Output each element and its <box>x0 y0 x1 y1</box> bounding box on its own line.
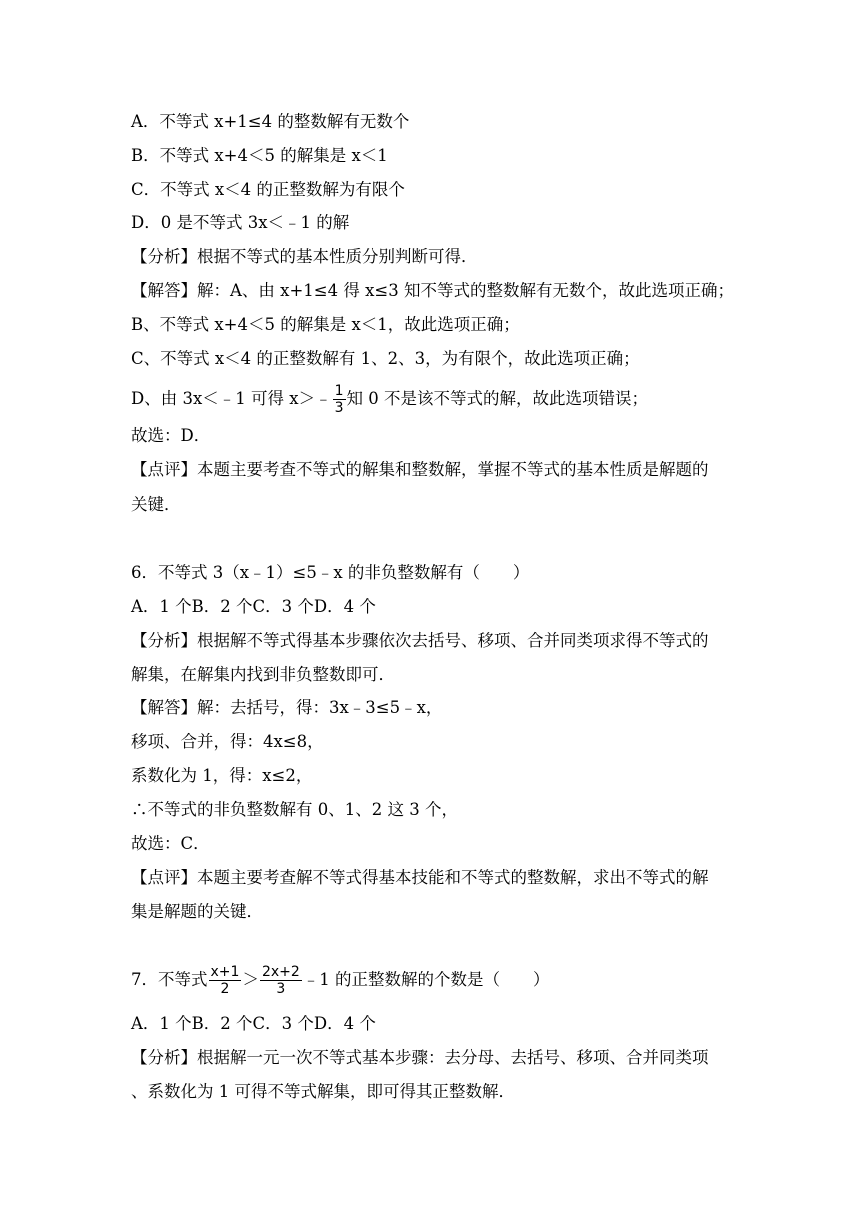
comment-text: 集是解题的关键． <box>131 902 263 921</box>
answer-line: ∴不等式的非负整数解有 0、1、2 这 3 个， <box>131 800 458 819</box>
analysis-text: 、系数化为 1 可得不等式解集，即可得其正整数解． <box>131 1082 515 1101</box>
question-7-stem <box>131 964 550 997</box>
answer-text: D、由 3x＜﹣1 可得 x＞﹣ <box>131 389 332 408</box>
answer-line: B、不等式 x+4＜5 的解集是 x＜1，故此选项正确； <box>131 315 520 334</box>
fraction-left <box>209 964 242 997</box>
answer-line-with-fraction <box>131 383 648 416</box>
analysis-text: 【分析】根据解一元一次不等式基本步骤：去分母、去括号、移项、合并同类项 <box>131 1048 709 1067</box>
answer-line: 移项、合并，得：4x≤8， <box>131 732 324 751</box>
answer-line: 【解答】解：去括号，得：3x﹣3≤5﹣x， <box>131 698 443 717</box>
greater-than-sign: ＞ <box>242 970 259 989</box>
question-6-options: A．1 个B．2 个C．3 个D．4 个 <box>131 597 376 616</box>
answer-line: 系数化为 1，得：x≤2， <box>131 766 313 785</box>
comment-text: 关键． <box>131 495 181 514</box>
question-6-stem: 6．不等式 3（x﹣1）≤5﹣x 的非负整数解有（ ） <box>131 563 530 582</box>
comment-text: 【点评】本题主要考查解不等式得基本技能和不等式的整数解，求出不等式的解 <box>131 868 709 887</box>
fraction-right <box>260 964 302 997</box>
fraction-denominator: 2 <box>220 981 230 997</box>
option-b: B．不等式 x+4＜5 的解集是 x＜1 <box>131 146 388 165</box>
stem-text: 7．不等式 <box>131 970 208 989</box>
fraction-numerator: 1 <box>334 383 344 399</box>
answer-text: 知 0 不是该不等式的解，故此选项错误； <box>346 389 648 408</box>
analysis-text: 【分析】根据不等式的基本性质分别判断可得． <box>131 247 478 266</box>
option-c: C．不等式 x＜4 的正整数解为有限个 <box>131 180 405 199</box>
answer-line: 【解答】解：A、由 x+1≤4 得 x≤3 知不等式的整数解有无数个，故此选项正确； <box>131 281 734 300</box>
fraction-one-third <box>333 383 346 416</box>
fraction-numerator: 2x+2 <box>261 964 300 980</box>
comment-text: 【点评】本题主要考查不等式的解集和整数解，掌握不等式的基本性质是解题的 <box>131 460 709 479</box>
fraction-numerator: x+1 <box>210 964 240 980</box>
choice-text: 故选：C． <box>131 834 210 853</box>
option-a: A．不等式 x+1≤4 的整数解有无数个 <box>131 112 410 131</box>
choice-text: 故选：D． <box>131 426 211 445</box>
stem-text: ﹣1 的正整数解的个数是（ ） <box>302 970 550 989</box>
fraction-denominator: 3 <box>276 981 286 997</box>
option-d: D．0 是不等式 3x＜﹣1 的解 <box>131 213 350 232</box>
fraction-denominator: 3 <box>334 400 344 416</box>
answer-line: C、不等式 x＜4 的正整数解有 1、2、3，为有限个，故此选项正确； <box>131 349 640 368</box>
analysis-text: 解集，在解集内找到非负整数即可． <box>131 665 395 684</box>
analysis-text: 【分析】根据解不等式得基本步骤依次去括号、移项、合并同类项求得不等式的 <box>131 631 709 650</box>
question-7-options: A．1 个B．2 个C．3 个D．4 个 <box>131 1014 376 1033</box>
